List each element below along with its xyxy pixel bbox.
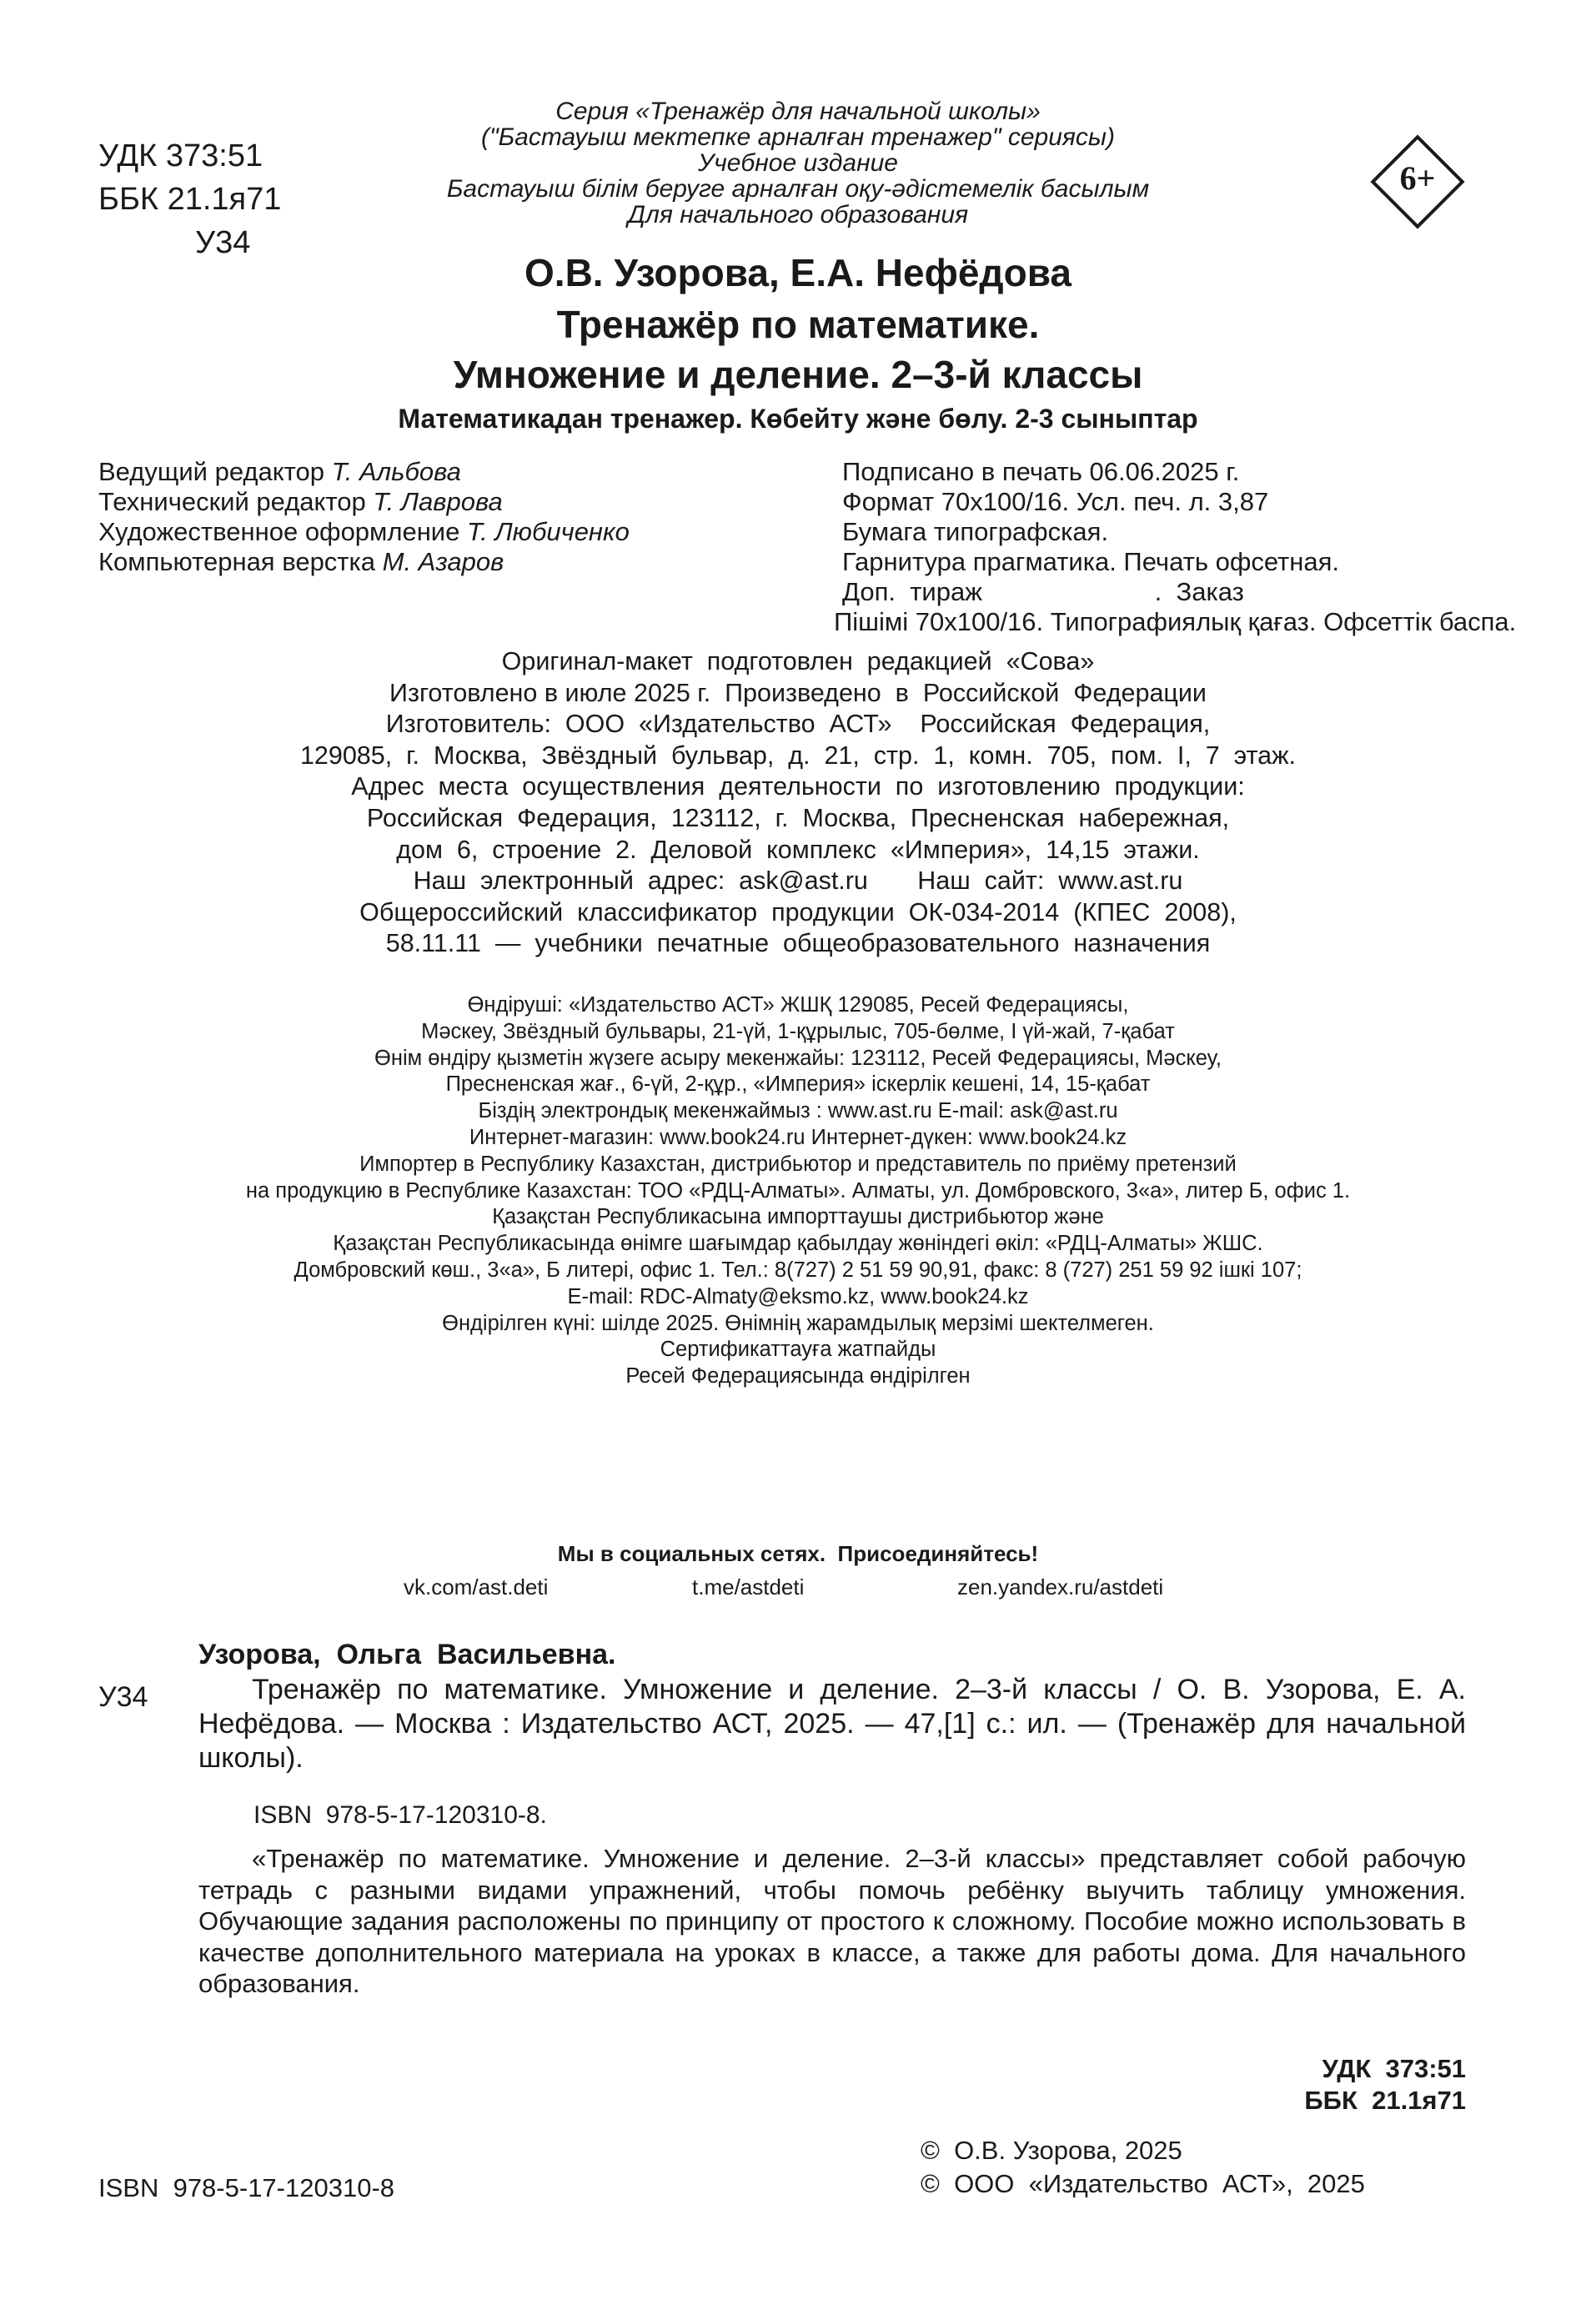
- importer-line: Өндіруші: «Издательство АСТ» ЖШҚ 129085, Ресей Федерациясы,: [467, 993, 1129, 1017]
- print-line: Доп. тираж . Заказ: [842, 577, 1244, 606]
- bbk-code: ББК 21.1я71: [98, 182, 282, 217]
- publisher-line: Российская Федерация, 123112, г. Москва, Пресненская набережная,: [366, 803, 1230, 832]
- importer-line: Домбровский көш., 3«а», Б литері, офис 1. Тел.: 8(727) 2 51 59 90,91, факс: 8 (727) 251 59 92 ішкі 107;: [294, 1258, 1302, 1282]
- age-rating: 6+: [1399, 159, 1436, 197]
- book-title-line2: Умножение и деление. 2–3-й классы: [453, 353, 1143, 396]
- importer-line: Пресненская жағ., 6-үй, 2-құр., «Империя» іскерлік кешені, 14, 15-қабат: [445, 1072, 1151, 1097]
- print-line: Бумага типографская.: [842, 517, 1109, 546]
- importer-line: Біздің электрондық мекенжаймыз : www.ast.ru E-mail: ask@ast.ru: [478, 1099, 1118, 1123]
- credit-role: Компьютерная верстка: [98, 547, 375, 576]
- biblio-isbn: ISBN 978-5-17-120310-8.: [253, 1801, 547, 1829]
- credit-role: Ведущий редактор: [98, 457, 324, 486]
- series-line: Серия «Тренажёр для начальной школы»: [555, 98, 1041, 125]
- importer-line: Мәскеу, Звёздный бульвары, 21-үй, 1-құрылыс, 705-бөлме, I үй-жай, 7-қабат: [421, 1019, 1175, 1043]
- social-heading: Мы в социальных сетях. Присоединяйтесь!: [557, 1541, 1039, 1566]
- credit-name: М. Азаров: [382, 547, 504, 576]
- importer-line: Импортер в Республику Казахстан, дистрибьютор и представитель по приёму претензий: [359, 1152, 1237, 1176]
- biblio-author: Узорова, Ольга Васильевна.: [198, 1639, 616, 1670]
- series-header: [0, 98, 1596, 228]
- book-title-kazakh: Математикадан тренажер. Көбейту және бөлу. 2-3 сыныптар: [398, 404, 1198, 434]
- series-line: Бастауыш білім беруге арналған оқу-әдістемелік басылым: [446, 175, 1150, 203]
- series-line: ("Бастауыш мектепке арналған тренажер" сериясы): [481, 123, 1115, 151]
- biblio-author-mark: У34: [98, 1681, 148, 1713]
- credit-row: [98, 457, 630, 487]
- credit-row: [98, 517, 630, 547]
- credit-role: Технический редактор: [98, 487, 366, 516]
- publisher-line: дом 6, строение 2. Деловой комплекс «Империя», 14,15 этажи.: [396, 835, 1200, 864]
- publisher-line: 129085, г. Москва, Звёздный бульвар, д. 21, стр. 1, комн. 705, пом. I, 7 этаж.: [299, 741, 1297, 770]
- book-authors: О.В. Узорова, Е.А. Нефёдова: [524, 251, 1072, 294]
- publisher-line: 58.11.11 — учебники печатные общеобразовательного назначения: [385, 929, 1211, 958]
- publisher-line: Наш электронный адрес: ask@ast.ru Наш сайт: www.ast.ru: [413, 866, 1183, 896]
- importer-line: на продукцию в Республике Казахстан: ТОО «РДЦ-Алматы». Алматы, ул. Домбровского, 3«а», литер Б, офис 1.: [245, 1178, 1351, 1203]
- publisher-line: Адрес места осуществления деятельности по изготовлению продукции:: [351, 772, 1245, 801]
- series-line: Для начального образования: [627, 201, 969, 228]
- editorial-credits: [98, 457, 630, 577]
- importer-line: Өнім өндіру қызметін жүзеге асыру мекенжайы: 123112, Ресей Федерациясы, Мәскеу,: [374, 1046, 1222, 1070]
- bottom-bbk: ББК 21.1я71: [1304, 2086, 1466, 2115]
- importer-line: Интернет-магазин: www.book24.ru Интернет-дүкен: www.book24.kz: [469, 1125, 1127, 1149]
- series-line: Учебное издание: [698, 149, 898, 177]
- print-line: Гарнитура прагматика. Печать офсетная.: [842, 547, 1340, 576]
- print-line: Пішімі 70х100/16. Типографиялық қағаз. Офсеттік баспа.: [834, 607, 1517, 636]
- publisher-line: Изготовлено в июле 2025 г. Произведено в Российской Федерации: [389, 678, 1207, 707]
- copyright-line: © О.В. Узорова, 2025: [921, 2136, 1182, 2165]
- credit-name: Т. Альбова: [331, 457, 461, 486]
- credit-role: Художественное оформление: [98, 517, 460, 546]
- publisher-line: Оригинал-макет подготовлен редакцией «Сова»: [501, 647, 1095, 675]
- importer-block: [0, 992, 1596, 1390]
- book-title-line1: Тренажёр по математике.: [556, 303, 1040, 346]
- importer-line: Сертификаттауға жатпайды: [660, 1338, 936, 1362]
- social-link-vk[interactable]: vk.com/ast.deti: [404, 1574, 549, 1599]
- credit-name: Т. Лаврова: [373, 487, 503, 516]
- copyright-line: © ООО «Издательство АСТ», 2025: [921, 2169, 1365, 2198]
- publisher-block: [0, 646, 1596, 960]
- importer-line: E-mail: RDC-Almaty@eksmo.kz, www.book24.kz: [567, 1284, 1029, 1308]
- importer-line: Қазақстан Республикасына импорттаушы дистрибьютор және: [492, 1205, 1104, 1229]
- social-link-telegram[interactable]: t.me/astdeti: [692, 1574, 805, 1599]
- author-mark: У34: [195, 225, 251, 260]
- bottom-classification: [1167, 2053, 1466, 2117]
- credit-row: [98, 487, 630, 517]
- bottom-udk: УДК 373:51: [1322, 2054, 1466, 2083]
- credit-name: Т. Любиченко: [467, 517, 630, 546]
- print-line: Формат 70х100/16. Усл. печ. л. 3,87: [842, 487, 1269, 516]
- udk-code: УДК 373:51: [98, 138, 263, 173]
- importer-line: Қазақстан Республикасында өнімге шағымдар қабылдау жөніндегі өкіл: «РДЦ-Алматы» ЖШС.: [333, 1232, 1263, 1256]
- biblio-description: Тренажёр по математике. Умножение и деление. 2–3-й классы / О. В. Узорова, Е. А. Нефёдова. — Москва : Издательство АСТ, 2025. — 47,[1] с.: ил. — (Тренажёр для начальной школы).: [198, 1674, 1466, 1774]
- importer-line: Ресей Федерациясында өндірілген: [625, 1364, 971, 1388]
- copyright-block: [921, 2135, 1365, 2202]
- social-link-zen[interactable]: zen.yandex.ru/astdeti: [957, 1574, 1164, 1599]
- publisher-line: Изготовитель: ООО «Издательство АСТ» Российская Федерация,: [385, 710, 1211, 739]
- publisher-line: Общероссийский классификатор продукции ОК-034-2014 (КПЕС 2008),: [359, 897, 1237, 927]
- print-info: [834, 457, 1517, 637]
- print-line: Подписано в печать 06.06.2025 г.: [842, 457, 1240, 486]
- book-annotation: «Тренажёр по математике. Умножение и деление. 2–3-й классы» представляет собой рабочую тетрадь с разными видами упражнений, чтобы помочь ребёнку выучить таблицу умножения. Обучающие задания расположены по принципу от простого к сложному. Пособие можно использовать в качестве дополнительного материала на уроках в классе, а также для работы дома. Для начального образования.: [198, 1844, 1466, 1998]
- bottom-isbn: ISBN 978-5-17-120310-8: [98, 2173, 395, 2202]
- credit-row: [98, 547, 630, 577]
- importer-line: Өндірілген күні: шілде 2025. Өнімнің жарамдылық мерзімі шектелмеген.: [442, 1311, 1154, 1335]
